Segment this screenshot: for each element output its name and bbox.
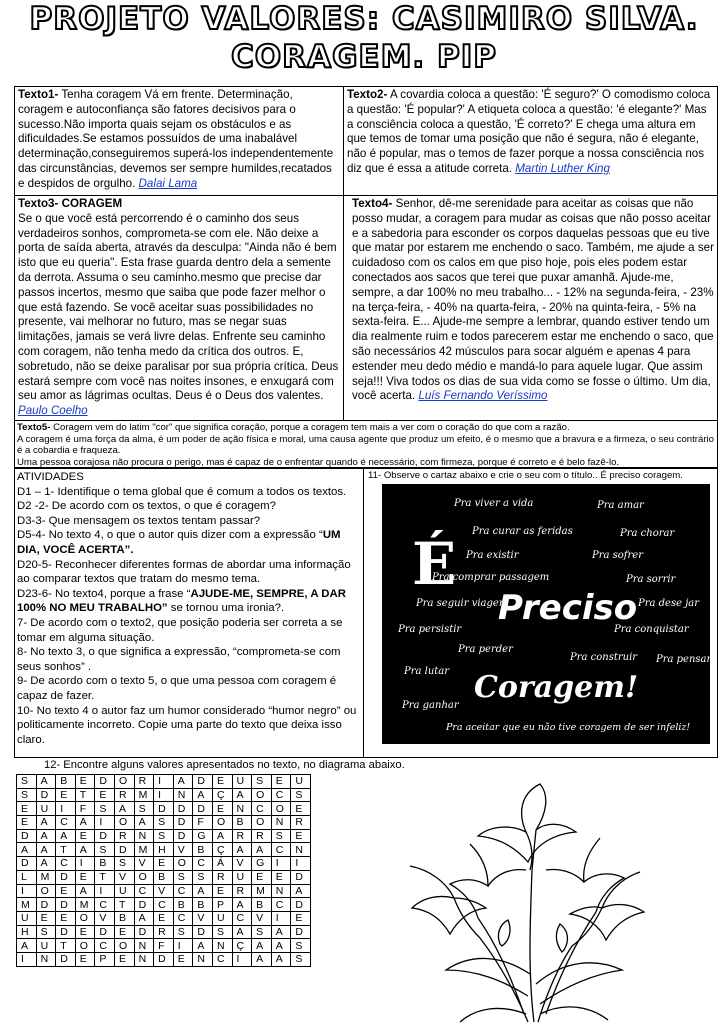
word-search-cell[interactable]: E (252, 870, 272, 884)
word-search-cell[interactable]: D (154, 802, 174, 816)
word-search-cell[interactable]: D (56, 952, 76, 966)
question-4 (17, 528, 361, 557)
word-search-cell[interactable]: S (36, 925, 56, 939)
word-search-cell[interactable]: I (17, 884, 37, 898)
word-search-cell[interactable]: A (134, 911, 154, 925)
word-search-cell[interactable]: U (212, 911, 232, 925)
word-search-cell[interactable]: C (271, 788, 291, 802)
word-search-cell[interactable]: I (271, 911, 291, 925)
texto2-label: Texto2- (347, 88, 388, 101)
texto3-label: Texto3- CORAGEM (18, 197, 123, 210)
poster-phrase: Pra ganhar (402, 700, 459, 711)
texto3-body: Se o que você está percorrendo é o caminho dos seus verdadeiros sonhos, comprometa-se com ele. Não deixe a porta de saída aberta, através da desculpa: "Ainda não é bem isto que eu queria". Esta frase guarda dentro dela a semente da derrota. Assuma o seu caminho.mesmo que precise dar passos incertos, mesmo que saiba que pode fazer melhor o que está fazendo. Se você aceitar suas possibilidades no presente, vai melhorar no futuro, mas se negar suas limitações, jamais se verá livre delas. Enfrente seu caminho com coragem, não tenha medo da crítica dos outros. E, sobretudo, não se deixe paralisar por sua própria crítica. Deus estará sempre com você nas noites insones, e enxugará com seu amor as lágrimas ocultas. Deus é o Deus dos valentes. (18, 211, 339, 403)
word-search-cell[interactable]: E (114, 952, 134, 966)
texto1-author-link[interactable]: Dalai Lama (138, 176, 198, 190)
texto5-label: Texto5- (17, 422, 51, 433)
word-search-cell[interactable]: D (291, 870, 311, 884)
word-search-cell[interactable]: O (114, 816, 134, 830)
word-search-cell[interactable]: D (134, 898, 154, 912)
word-search-cell[interactable]: R (291, 816, 311, 830)
texto4-box (343, 195, 718, 421)
word-search-cell[interactable]: C (95, 939, 115, 953)
word-search-cell[interactable]: I (271, 857, 291, 871)
question-5: D20-5- Reconhecer diferentes formas de abordar uma informação ao comparar textos que tratam do mesmo tema. (17, 558, 351, 586)
word-search-cell[interactable]: L (17, 870, 37, 884)
word-search-cell[interactable]: S (154, 829, 174, 843)
word-search-cell[interactable]: B (252, 898, 272, 912)
lily-flowers-illustration (350, 774, 720, 1024)
word-search-cell[interactable]: S (95, 802, 115, 816)
word-search-cell[interactable]: R (114, 788, 134, 802)
question-7: 7- De acordo com o texto2, que posição poderia ser correta a se tomar em alguma situação. (17, 616, 343, 644)
word-search-cell[interactable]: N (193, 952, 213, 966)
word-search-cell[interactable]: A (36, 857, 56, 871)
word-search-cell[interactable]: D (154, 952, 174, 966)
word-search-cell[interactable]: D (193, 925, 213, 939)
word-search-cell[interactable]: S (173, 925, 193, 939)
word-search-cell[interactable]: E (56, 884, 76, 898)
word-search-cell[interactable]: S (17, 788, 37, 802)
word-search-cell[interactable]: O (252, 788, 272, 802)
word-search-row (17, 788, 311, 802)
word-search-cell[interactable]: S (252, 925, 272, 939)
word-search-cell[interactable]: A (252, 939, 272, 953)
word-search-cell[interactable]: C (193, 857, 213, 871)
word-search-cell[interactable]: U (17, 911, 37, 925)
poster-preciso: Preciso (498, 588, 638, 628)
texto5-line1: Coragem vem do latim "cor" que significa coração, porque a coragem tem mais a ver com o coração do que com a razão. (50, 422, 570, 433)
word-search-cell[interactable]: A (193, 788, 213, 802)
word-search-cell[interactable]: A (173, 775, 193, 789)
word-search-cell[interactable]: I (95, 816, 115, 830)
word-search-cell[interactable]: E (212, 884, 232, 898)
word-search-cell[interactable]: A (17, 843, 37, 857)
word-search-cell[interactable]: O (36, 884, 56, 898)
word-search-cell[interactable]: F (154, 939, 174, 953)
poster-phrase: Pra dese jar (638, 598, 700, 609)
word-search-cell[interactable]: E (154, 911, 174, 925)
poster-phrase: Pra perder (458, 644, 513, 655)
word-search-cell[interactable]: V (193, 911, 213, 925)
word-search-cell[interactable]: A (36, 775, 56, 789)
word-search-cell[interactable]: O (252, 816, 272, 830)
word-search-cell[interactable]: B (56, 775, 76, 789)
word-search-cell[interactable]: I (95, 884, 115, 898)
word-search-cell[interactable]: S (95, 843, 115, 857)
word-search-cell[interactable]: P (95, 952, 115, 966)
word-search-cell[interactable]: S (173, 870, 193, 884)
word-search-cell[interactable]: D (173, 816, 193, 830)
word-search-cell[interactable]: E (291, 911, 311, 925)
question-1: D1 – 1- Identifique o tema global que é comum a todos os textos. (17, 485, 347, 498)
word-search-cell[interactable]: A (252, 843, 272, 857)
texto4-body: Senhor, dê-me serenidade para aceitar as coisas que não posso mudar, a coragem para mudar as coisas que não posso aceitar e a sabedoria para esconder os corpos daquelas pessoas que eu tive que matar por estarem me enchendo o saco. Também, me ajude a ser cuidadoso com os calos em que piso hoje, pois eles podem estar conectados aos sacos que terei que puxar amanhã. Ajude-me, sempre, a dar 100% no meu trabalho... - 12% na segunda-feira, - 23% na terça-feira, - 40% na quarta-feira, - 20% na quinta-feira, - 5% na sexta-feira. E... Ajude-me sempre a lembrar, quando estiver tendo um dia realmente ruim e todos parecerem estar me enchendo o saco, que são necessários 42 músculos para socar alguém e apenas 4 para estender meu dedo médio e mandá-lo para aquele lugar. Que assim seja!!! Viva todos os dias de sua vida como se fosse o último. Um dia, você acerta. (352, 197, 714, 403)
word-search-cell[interactable]: O (75, 911, 95, 925)
word-search-cell[interactable]: B (95, 857, 115, 871)
coragem-poster (382, 484, 710, 744)
word-search-cell[interactable]: D (36, 898, 56, 912)
word-search-cell[interactable]: V (95, 911, 115, 925)
word-search-cell[interactable]: D (291, 925, 311, 939)
word-search-cell[interactable]: C (56, 816, 76, 830)
atividades-title: ATIVIDADES (17, 471, 84, 483)
word-search-cell[interactable]: R (114, 829, 134, 843)
document-title (0, 0, 728, 86)
word-search-cell[interactable]: B (193, 898, 213, 912)
word-search-row (17, 884, 311, 898)
word-search-cell[interactable]: U (36, 802, 56, 816)
question-4-quote: UM DIA, VOCÊ ACERTA”. (17, 529, 341, 556)
word-search-cell[interactable]: O (75, 939, 95, 953)
word-search-cell[interactable]: A (252, 952, 272, 966)
word-search-cell[interactable]: N (173, 788, 193, 802)
texto4-label: Texto4- (352, 197, 393, 210)
word-search-cell[interactable]: A (232, 925, 252, 939)
word-search-cell[interactable]: C (271, 843, 291, 857)
word-search-cell[interactable]: A (114, 802, 134, 816)
word-search-cell[interactable]: Ç (232, 939, 252, 953)
word-search-cell[interactable]: E (212, 802, 232, 816)
word-search-cell[interactable]: C (95, 898, 115, 912)
word-search-cell[interactable]: O (114, 775, 134, 789)
word-search-cell[interactable]: A (75, 884, 95, 898)
word-search-cell[interactable]: D (173, 802, 193, 816)
word-search-cell[interactable]: C (212, 952, 232, 966)
question-4-text: D5-4- No texto 4, o que o autor quis dizer com a expressão “ (17, 529, 323, 542)
word-search-cell[interactable]: V (173, 843, 193, 857)
word-search-cell[interactable]: S (114, 857, 134, 871)
word-search-cell[interactable]: G (193, 829, 213, 843)
word-search-row (17, 925, 311, 939)
word-search-cell[interactable]: A (232, 843, 252, 857)
title-line-2: CORAGEM. PIP (231, 39, 497, 75)
word-search-cell[interactable]: T (56, 843, 76, 857)
word-search-cell[interactable]: S (17, 775, 37, 789)
question-9: 9- De acordo com o texto 5, o que uma pessoa com coragem é capaz de fazer. (17, 675, 337, 702)
word-search-cell[interactable]: A (17, 939, 37, 953)
word-search-cell[interactable]: N (134, 952, 154, 966)
word-search-cell[interactable]: S (252, 775, 272, 789)
word-search-cell[interactable]: I (291, 857, 311, 871)
word-search-cell[interactable]: A (193, 884, 213, 898)
word-search-cell[interactable]: H (154, 843, 174, 857)
word-search-cell[interactable]: E (173, 952, 193, 966)
question-10: 10- No texto 4 o autor faz um humor considerado “humor negro” ou politicamente incorreto. Copie uma parte do texto que deixa isso claro. (17, 704, 357, 746)
word-search-cell[interactable]: S (271, 829, 291, 843)
texto1-body: Tenha coragem Vá em frente. Determinação, coragem e autoconfiança são fatores decisivos para o sucesso.Não importa quais sejam os obstáculos e as dificuldades.Se estamos possuídos de uma inabalável determinação,conseguiremos superá-los independentemente das circunstâncias, devemos ser sempre humildes,recatados e despidos de orgulho. (18, 88, 334, 190)
word-search-cell[interactable]: C (173, 911, 193, 925)
word-search-cell[interactable]: D (56, 925, 76, 939)
word-search-cell[interactable]: A (193, 939, 213, 953)
poster-phrase: Pra chorar (620, 528, 675, 539)
word-search-cell[interactable]: D (95, 775, 115, 789)
question-6-end: se tornou uma ironia?. (167, 602, 285, 615)
word-search-cell[interactable]: M (17, 898, 37, 912)
word-search-cell[interactable]: E (36, 911, 56, 925)
word-search-cell[interactable]: I (154, 788, 174, 802)
word-search-cell[interactable]: V (154, 884, 174, 898)
word-search-row (17, 816, 311, 830)
word-search-cell[interactable]: D (134, 925, 154, 939)
poster-phrase: Pra existir (466, 550, 519, 561)
texto3-author-link[interactable]: Paulo Coelho (18, 404, 88, 418)
word-search-cell[interactable]: E (114, 925, 134, 939)
poster-phrase: Pra viver a vida (454, 498, 534, 509)
word-search-cell[interactable]: D (291, 898, 311, 912)
word-search-cell[interactable]: R (232, 829, 252, 843)
word-search-cell[interactable]: M (134, 788, 154, 802)
word-search-cell[interactable]: D (36, 788, 56, 802)
word-search-cell[interactable]: V (134, 857, 154, 871)
word-search-cell[interactable]: U (232, 775, 252, 789)
question-6 (17, 587, 361, 616)
question-12: 12- Encontre alguns valores apresentados no texto, no diagrama abaixo. (44, 759, 405, 771)
word-search-cell[interactable]: N (212, 939, 232, 953)
word-search-row (17, 898, 311, 912)
word-search-cell[interactable]: D (56, 870, 76, 884)
word-search-cell[interactable]: M (75, 898, 95, 912)
word-search-cell[interactable]: N (134, 939, 154, 953)
word-search-cell[interactable]: T (56, 939, 76, 953)
word-search-cell[interactable]: D (193, 802, 213, 816)
poster-phrase: Pra aceitar que eu não tive coragem de ser infeliz! (446, 722, 691, 733)
word-search-cell[interactable]: A (36, 829, 56, 843)
word-search-cell[interactable]: I (232, 952, 252, 966)
word-search-cell[interactable]: A (56, 829, 76, 843)
word-search-cell[interactable]: Á (212, 857, 232, 871)
word-search-row (17, 775, 311, 789)
poster-phrase: Pra amar (597, 500, 644, 511)
word-search-cell[interactable]: V (252, 911, 272, 925)
word-search-cell[interactable]: T (75, 788, 95, 802)
poster-phrase: Pra conquistar (614, 624, 689, 635)
word-search-cell[interactable]: F (193, 816, 213, 830)
word-search-cell[interactable]: I (17, 952, 37, 966)
word-search-cell[interactable]: O (134, 870, 154, 884)
question-6-text: D23-6- No texto4, porque a frase “ (17, 587, 191, 600)
poster-coragem: Coragem! (474, 670, 639, 705)
word-search-cell[interactable]: A (232, 788, 252, 802)
word-search-cell[interactable]: G (252, 857, 272, 871)
word-search-cell[interactable]: Ç (212, 843, 232, 857)
word-search-cell[interactable]: R (252, 829, 272, 843)
word-search-cell[interactable]: D (95, 925, 115, 939)
word-search-row (17, 911, 311, 925)
texto5-line3: Uma pessoa corajosa não procura o perigo, mas é capaz de o enfrentar quando é necessário, com firmeza, porque é correto e é belo fazê-lo. (17, 456, 620, 468)
word-search-cell[interactable]: E (75, 952, 95, 966)
poster-phrase: Pra pensar (656, 654, 712, 665)
question-8: 8- No texto 3, o que significa a expressão, “comprometa-se com seus sonhos” . (17, 646, 341, 673)
word-search-row (17, 952, 311, 966)
word-search-cell[interactable]: S (212, 925, 232, 939)
word-search-cell[interactable]: C (173, 884, 193, 898)
word-search-cell[interactable]: V (232, 857, 252, 871)
word-search-cell[interactable]: I (173, 939, 193, 953)
word-search-cell[interactable]: O (114, 939, 134, 953)
word-search-cell[interactable]: V (114, 870, 134, 884)
word-search-cell[interactable]: E (75, 870, 95, 884)
word-search-cell[interactable]: E (56, 911, 76, 925)
word-search-cell[interactable]: E (75, 925, 95, 939)
poster-phrase: Pra sorrir (626, 574, 676, 585)
word-search-cell[interactable]: A (134, 816, 154, 830)
word-search-cell[interactable]: D (114, 843, 134, 857)
word-search-cell[interactable]: D (17, 829, 37, 843)
word-search-cell[interactable]: E (75, 829, 95, 843)
word-search-cell[interactable]: N (232, 802, 252, 816)
word-search-cell[interactable]: R (134, 775, 154, 789)
word-search-cell[interactable]: E (212, 775, 232, 789)
title-line-1: PROJETO VALORES: CASIMIRO SILVA. (29, 1, 699, 37)
word-search-cell[interactable]: M (252, 884, 272, 898)
word-search-cell[interactable]: C (56, 857, 76, 871)
word-search-cell[interactable]: E (154, 857, 174, 871)
question-6-quote: AJUDE-ME, SEMPRE, A DAR 100% NO MEU TRABALHO” (17, 587, 346, 615)
word-search-cell[interactable]: C (134, 884, 154, 898)
word-search-cell[interactable]: H (17, 925, 37, 939)
word-search-cell[interactable]: E (271, 870, 291, 884)
word-search-row (17, 829, 311, 843)
word-search-cell[interactable]: E (17, 816, 37, 830)
word-search-cell[interactable]: D (17, 857, 37, 871)
word-search-cell[interactable]: U (232, 870, 252, 884)
word-search-cell[interactable]: C (252, 802, 272, 816)
word-search-cell[interactable]: M (134, 843, 154, 857)
word-search-cell[interactable]: B (193, 843, 213, 857)
word-search-cell[interactable]: C (154, 898, 174, 912)
poster-big-e: É (412, 530, 457, 598)
word-search-cell[interactable]: O (271, 802, 291, 816)
word-search-cell[interactable]: A (212, 829, 232, 843)
word-search-cell[interactable]: C (232, 911, 252, 925)
word-search-cell[interactable]: S (193, 870, 213, 884)
word-search-cell[interactable]: R (212, 870, 232, 884)
poster-phrase: Pra sofrer (592, 550, 643, 561)
word-search-cell[interactable]: E (291, 829, 311, 843)
texto3-box (14, 195, 344, 421)
word-search-cell[interactable]: I (154, 775, 174, 789)
texto5-box (14, 420, 718, 468)
word-search-cell[interactable]: M (36, 870, 56, 884)
question-3: D3-3- Que mensagem os textos tentam passar? (17, 514, 261, 527)
word-search-cell[interactable]: A (271, 925, 291, 939)
word-search-cell[interactable]: S (291, 952, 311, 966)
word-search-cell[interactable]: U (36, 939, 56, 953)
word-search-cell[interactable]: S (291, 939, 311, 953)
word-search-cell[interactable]: N (271, 816, 291, 830)
word-search-cell[interactable]: E (291, 802, 311, 816)
word-search-cell[interactable]: C (271, 898, 291, 912)
texto5-line2: A coragem é uma força da alma, é um poder de ação física e moral, uma causa agente que produz um efeito, é o mesmo que a bravura e a firmeza, o seu contrário é a cobardia e fraqueza. (17, 433, 714, 457)
word-search-row (17, 939, 311, 953)
word-search-cell[interactable]: R (154, 925, 174, 939)
word-search-cell[interactable]: D (173, 829, 193, 843)
word-search-cell[interactable]: A (75, 843, 95, 857)
question-11: 11- Observe o cartaz abaixo e crie o seu com o título.. É preciso coragem. (368, 470, 683, 481)
word-search-row (17, 802, 311, 816)
word-search-cell[interactable]: A (36, 816, 56, 830)
word-search-cell[interactable]: A (232, 898, 252, 912)
word-search-cell[interactable]: U (114, 884, 134, 898)
word-search-cell[interactable]: O (212, 816, 232, 830)
word-search-cell[interactable]: D (193, 775, 213, 789)
word-search-cell[interactable]: A (75, 816, 95, 830)
word-search-cell[interactable]: N (271, 884, 291, 898)
word-search-row (17, 843, 311, 857)
word-search-cell[interactable]: T (114, 898, 134, 912)
word-search-row (17, 857, 311, 871)
poster-phrase: Pra seguir viagem (416, 598, 509, 609)
word-search-cell[interactable]: O (173, 857, 193, 871)
poster-phrase: Pra persistir (398, 624, 462, 635)
poster-phrase: Pra curar as feridas (472, 526, 573, 537)
word-search-cell[interactable]: E (56, 788, 76, 802)
texto2-body: A covardia coloca a questão: 'É seguro?' O comodismo coloca a questão: 'É popular?' A etiqueta coloca a questão: 'é elegante?' Mas a consciência coloca a questão, 'É correto?' E chega uma altura em que temos de tomar uma posição que não é segura, não é elegante, não é popular, mas o temos de fazer porque a nossa consciência nos diz que é essa a atitude correta. (347, 88, 711, 175)
texto1-box (14, 86, 344, 196)
word-search-cell[interactable]: E (95, 788, 115, 802)
word-search-cell[interactable]: E (75, 775, 95, 789)
word-search-cell[interactable]: B (114, 911, 134, 925)
word-search-cell[interactable]: B (173, 898, 193, 912)
word-search-cell[interactable]: D (56, 898, 76, 912)
poster-phrase: Pra construir (570, 652, 638, 663)
poster-phrase: Pra comprar passagem (432, 572, 550, 583)
texto2-box (343, 86, 718, 196)
word-search-cell[interactable]: D (95, 829, 115, 843)
word-search-cell[interactable]: P (212, 898, 232, 912)
word-search-grid (16, 774, 311, 967)
word-search-cell[interactable]: N (134, 829, 154, 843)
word-search-cell[interactable]: A (36, 843, 56, 857)
question-2: D2 -2- De acordo com os textos, o que é coragem? (17, 500, 276, 513)
word-search-cell[interactable]: A (291, 884, 311, 898)
word-search-cell[interactable]: B (232, 816, 252, 830)
texto4-author-link[interactable]: Luís Fernando Veríssimo (418, 389, 548, 403)
word-search-cell[interactable]: N (36, 952, 56, 966)
word-search-cell[interactable]: E (17, 802, 37, 816)
word-search-cell[interactable]: T (95, 870, 115, 884)
word-search-cell[interactable]: I (75, 857, 95, 871)
word-search-cell[interactable]: S (134, 802, 154, 816)
texto2-author-link[interactable]: Martin Luther King (515, 161, 610, 175)
word-search-row (17, 870, 311, 884)
word-search-cell[interactable]: U (291, 775, 311, 789)
word-search-cell[interactable]: N (291, 843, 311, 857)
word-search-cell[interactable]: S (291, 788, 311, 802)
word-search-cell[interactable]: B (154, 870, 174, 884)
atividades-box (14, 468, 364, 758)
word-search-cell[interactable]: I (56, 802, 76, 816)
word-search-cell[interactable]: F (75, 802, 95, 816)
word-search-cell[interactable]: R (232, 884, 252, 898)
word-search-cell[interactable]: E (271, 775, 291, 789)
word-search-cell[interactable]: S (154, 816, 174, 830)
texto1-label: Texto1- (18, 88, 59, 101)
word-search-cell[interactable]: A (271, 952, 291, 966)
word-search-cell[interactable]: A (271, 939, 291, 953)
poster-phrase: Pra lutar (404, 666, 450, 677)
word-search-cell[interactable]: Ç (212, 788, 232, 802)
